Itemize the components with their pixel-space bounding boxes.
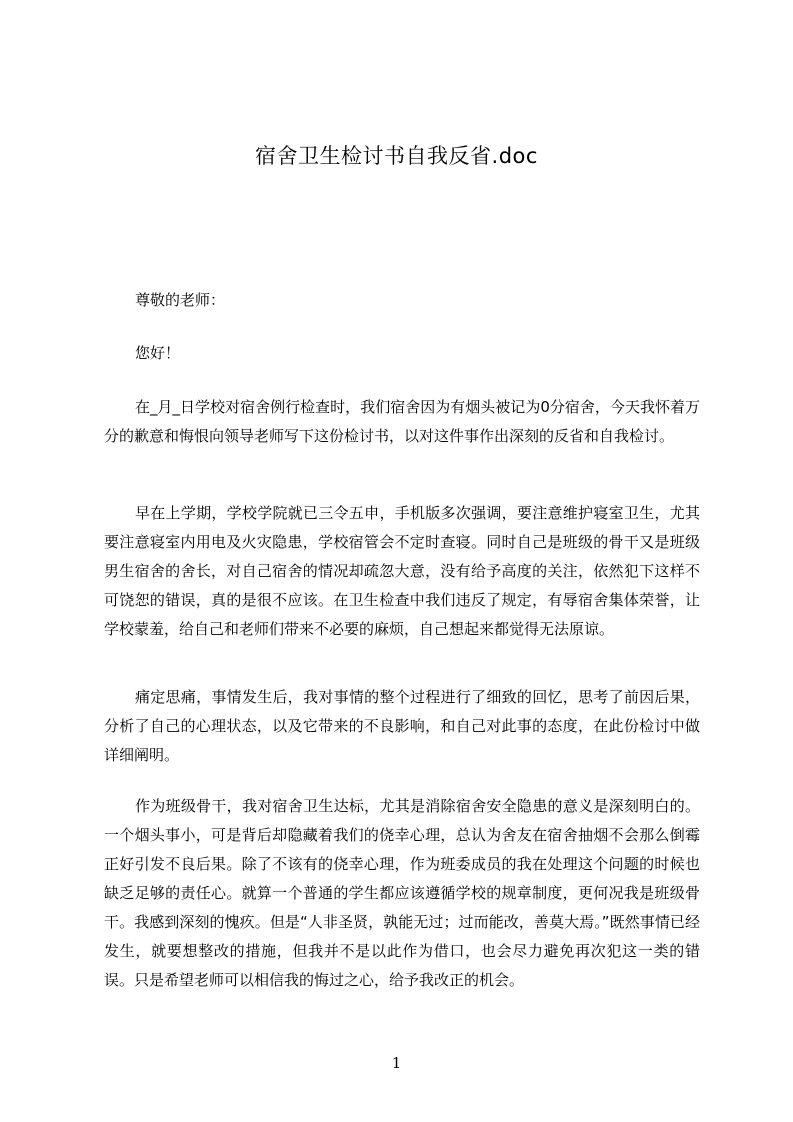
paragraph-2: 早在上学期，学校学院就已三令五申，手机版多次强调，要注意维护寝室卫生，尤其要注意寝室内用电及火灾隐患，学校宿管会不定时查寝。同时自己是班级的骨干又是班级男生宿舍的舍长，对自己宿舍的情况却疏忽大意，没有给予高度的关注，依然犯下这样不可饶恕的错误，真的是很不应该。在卫生检查中我们违反了规定，有辱宿舍集体荣誉，让学校蒙羞，给自己和老师们带来不必要的麻烦，自己想起来都觉得无法原谅。 [104,504,700,638]
paragraph-1: 在_月_日学校对宿舍例行检查时，我们宿舍因为有烟头被记为0分宿舍，今天我怀着万分的歉意和悔恨向领导老师写下这份检讨书，以对这件事作出深刻的反省和自我检讨。 [104,398,700,445]
document-title: 宿舍卫生检讨书自我反省.doc [255,144,538,168]
paragraph-3: 痛定思痛，事情发生后，我对事情的整个过程进行了细致的回忆，思考了前因后果，分析了自己的心理状态，以及它带来的不良影响，和自己对此事的态度，在此份检讨中做详细阐明。 [104,688,700,764]
salutation: 尊敬的老师： [135,291,226,309]
greeting: 您好！ [135,344,181,362]
page-number: 1 [391,1054,402,1072]
paragraph-4: 作为班级骨干，我对宿舍卫生达标，尤其是消除宿舍安全隐患的意义是深刻明白的。一个烟头事小，可是背后却隐藏着我们的侥幸心理，总认为舍友在宿舍抽烟不会那么倒霉正好引发不良后果。除了不该有的侥幸心理，作为班委成员的我在处理这个问题的时候也缺乏足够的责任心。就算一个普通的学生都应该遵循学校的规章制度，更何况我是班级骨干。我感到深刻的愧疚。但是“人非圣贤，孰能无过；过而能改，善莫大焉。”既然事情已经发生，就要想整改的措施，但我并不是以此作为借口，也会尽力避免再次犯这一类的错误。只是希望老师可以相信我的悔过之心，给予我改正的机会。 [104,797,700,989]
